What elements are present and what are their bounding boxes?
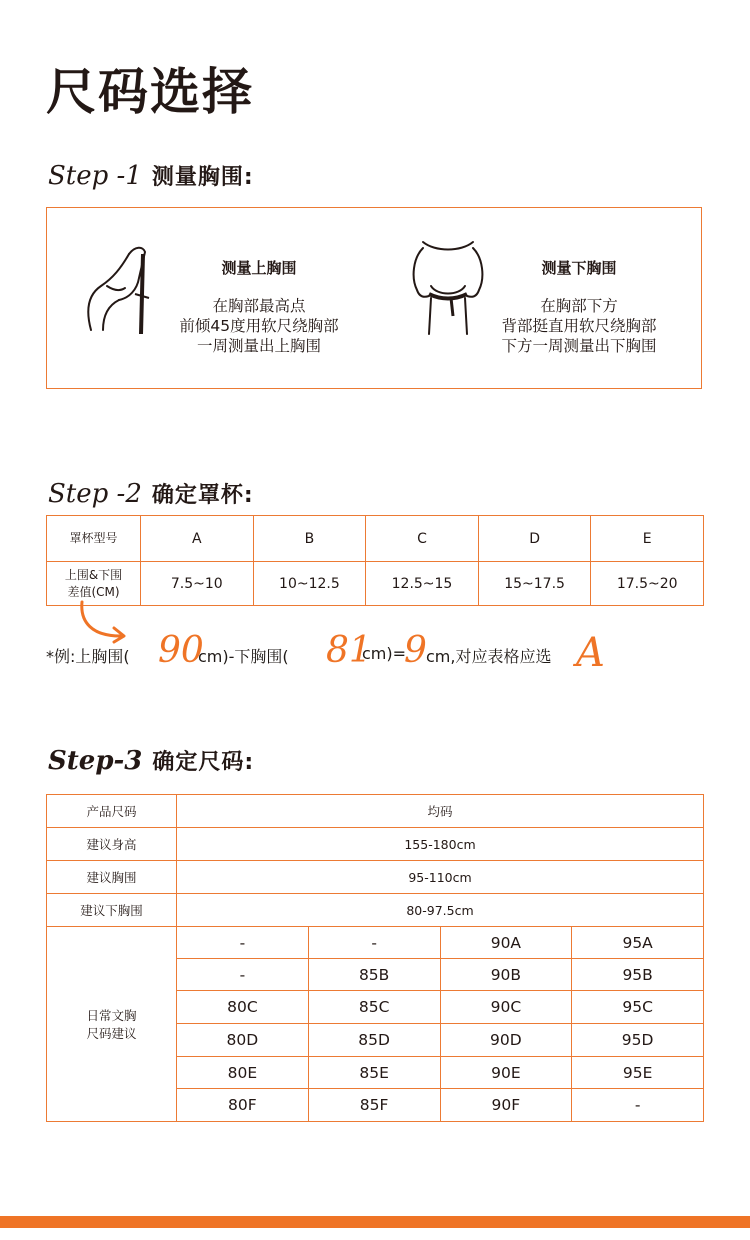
size-cell: 85E	[308, 1057, 440, 1089]
diff-cell: 10~12.5	[253, 562, 366, 606]
size-cell: 95B	[572, 959, 704, 991]
size-cell: 80F	[177, 1089, 309, 1122]
example-mid-1: cm)-下胸围(	[198, 647, 289, 666]
table-row	[47, 795, 704, 828]
example-suffix: cm,对应表格应选	[426, 647, 552, 666]
size-cell: 90C	[440, 991, 572, 1024]
diff-cell: 7.5~10	[141, 562, 254, 606]
size-cell: 85B	[308, 959, 440, 991]
step1-heading	[48, 160, 254, 191]
step2-script: Step -2	[48, 479, 142, 509]
diff-cell: 17.5~20	[591, 562, 704, 606]
size-cell: 95D	[572, 1024, 704, 1057]
step2-title: 确定罩杯:	[151, 483, 254, 508]
size-cell: 90F	[440, 1089, 572, 1122]
upper-bust-line-2: 前倾45度用软尺绕胸部	[179, 317, 339, 335]
row-value: 155-180cm	[177, 828, 704, 861]
example-upper-value: 90	[158, 630, 204, 671]
step1-title: 测量胸围:	[151, 165, 254, 190]
size-cell: 80D	[177, 1024, 309, 1057]
row-label: 建议下胸围	[47, 894, 177, 927]
cup-table	[46, 515, 704, 606]
step3-script: Step-3	[48, 746, 143, 776]
example-diff-value: 9	[404, 630, 427, 671]
size-cell: -	[308, 927, 440, 959]
diff-row	[47, 562, 704, 606]
row-label: 产品尺码	[47, 795, 177, 828]
under-bust-figure	[409, 238, 489, 338]
size-table	[46, 794, 704, 1122]
step1-script: Step -1	[48, 161, 142, 191]
size-cell: 85D	[308, 1024, 440, 1057]
example-line	[46, 630, 726, 678]
daily-label-line-1: 日常文胸	[86, 1008, 137, 1023]
example-lower-value: 81	[326, 630, 372, 671]
under-bust-line-3: 下方一周测量出下胸围	[501, 337, 657, 355]
size-grid-row	[47, 927, 704, 959]
daily-label-line-2: 尺码建议	[86, 1026, 137, 1041]
size-cell: 90B	[440, 959, 572, 991]
size-cell: 95A	[572, 927, 704, 959]
size-cell: 80C	[177, 991, 309, 1024]
size-cell: 90A	[440, 927, 572, 959]
table-row	[47, 828, 704, 861]
row-value: 80-97.5cm	[177, 894, 704, 927]
diff-header	[47, 562, 141, 606]
daily-label	[47, 927, 177, 1122]
measure-box	[46, 207, 702, 389]
cup-row	[47, 516, 704, 562]
diff-header-line-1: 上围&下围	[64, 567, 123, 582]
row-label: 建议胸围	[47, 861, 177, 894]
upper-bust-title: 测量上胸围	[221, 259, 297, 277]
example-prefix: *例:上胸围(	[46, 647, 130, 666]
cup-cell: D	[478, 516, 591, 562]
bottom-accent-bar	[0, 1216, 750, 1228]
upper-bust-line-3: 一周测量出上胸围	[196, 337, 321, 355]
cup-cell: E	[591, 516, 704, 562]
page-title: 尺码选择	[46, 63, 254, 121]
size-cell: 95E	[572, 1057, 704, 1089]
under-bust-text	[479, 258, 679, 356]
under-bust-title: 测量下胸围	[541, 259, 617, 277]
step2-heading	[48, 478, 254, 509]
row-label: 建议身高	[47, 828, 177, 861]
size-cell: -	[177, 927, 309, 959]
cup-header: 罩杯型号	[47, 516, 141, 562]
upper-bust-line-1: 在胸部最高点	[212, 297, 306, 315]
cup-cell: C	[366, 516, 479, 562]
under-bust-line-2: 背部挺直用软尺绕胸部	[501, 317, 657, 335]
under-bust-line-1: 在胸部下方	[540, 297, 618, 315]
size-cell: 95C	[572, 991, 704, 1024]
size-cell: 80E	[177, 1057, 309, 1089]
diff-header-line-2: 差值(CM)	[67, 584, 120, 599]
size-cell: 85C	[308, 991, 440, 1024]
step3-heading	[48, 745, 254, 776]
diff-cell: 12.5~15	[366, 562, 479, 606]
example-answer: A	[576, 630, 605, 676]
upper-bust-text	[159, 258, 359, 356]
row-value: 95-110cm	[177, 861, 704, 894]
size-cell: 90E	[440, 1057, 572, 1089]
step3-title: 确定尺码:	[152, 750, 255, 775]
cup-cell: A	[141, 516, 254, 562]
size-cell: 90D	[440, 1024, 572, 1057]
cup-cell: B	[253, 516, 366, 562]
table-row	[47, 894, 704, 927]
row-value: 均码	[177, 795, 704, 828]
size-cell: -	[177, 959, 309, 991]
size-cell: 85F	[308, 1089, 440, 1122]
table-row	[47, 861, 704, 894]
size-cell: -	[572, 1089, 704, 1122]
diff-cell: 15~17.5	[478, 562, 591, 606]
example-mid-2: cm)=	[362, 644, 407, 663]
